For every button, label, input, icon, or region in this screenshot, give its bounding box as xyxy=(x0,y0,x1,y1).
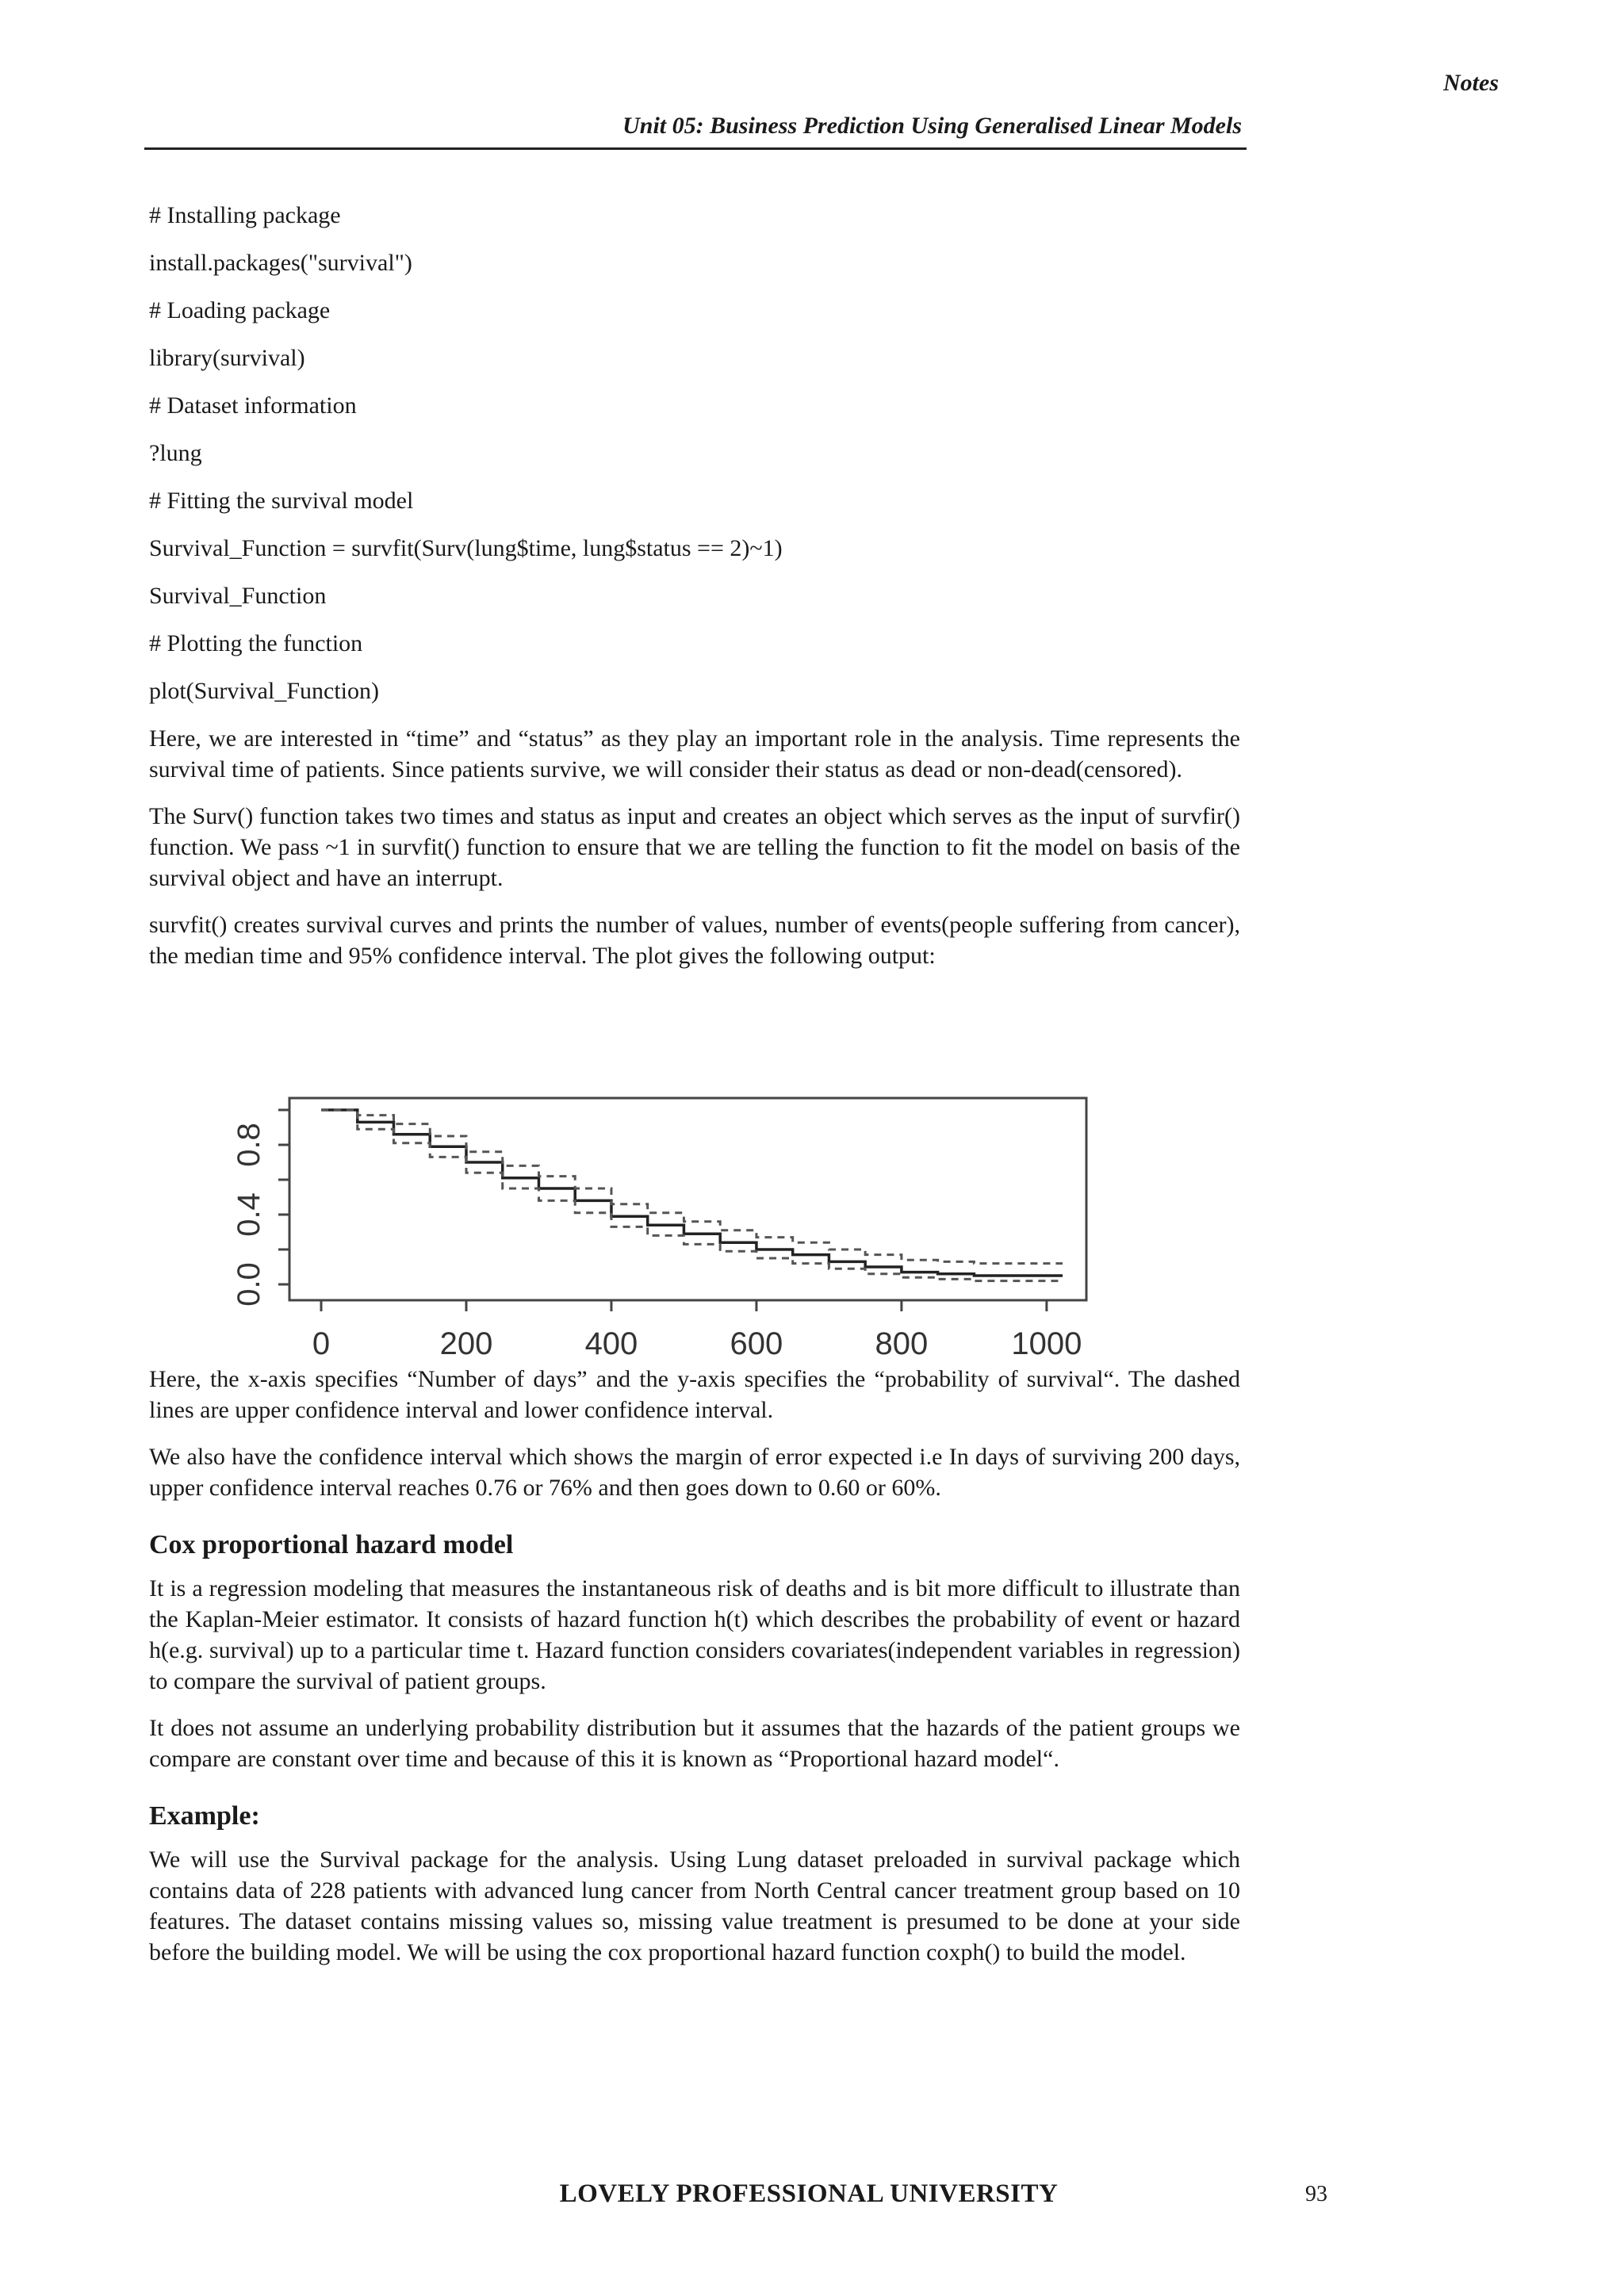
paragraph-time-status: Here, we are interested in “time” and “status” as they play an important role in the analysis. Time represents the survival time of patients. Since patients survive, we will consider their status as dead or non-dead(censored). xyxy=(149,725,1240,783)
paragraph-cox-definition: It is a regression modeling that measures the instantaneous risk of deaths and is bit more difficult to illustrate than the Kaplan-Meier estimator. It consists of hazard function h(t) which describes the probability of event or hazard h(e.g. survival) up to a particular time t. Hazard function considers covariates(independent variables in regression) to compare the survival of patient groups. xyxy=(149,1575,1240,1694)
upper-ci-line xyxy=(321,1110,1063,1264)
page-number: 93 xyxy=(1305,2182,1327,2206)
heading-cox-model: Cox proportional hazard model xyxy=(149,1530,514,1559)
code-line: install.packages("survival") xyxy=(149,250,412,276)
x-tick-label: 1000 xyxy=(1011,1326,1082,1361)
plot-frame xyxy=(289,1098,1086,1300)
paragraph-survfit-output: survfit() creates survival curves and prints the number of values, number of events(people suffering from cancer), the median time and 95% confidence interval. The plot gives the following output: xyxy=(149,912,1240,969)
x-tick-label: 800 xyxy=(875,1326,929,1361)
code-line: # Fitting the survival model xyxy=(149,488,414,514)
survival-chart xyxy=(190,1074,1102,1383)
code-line: # Loading package xyxy=(149,297,331,323)
code-line: ?lung xyxy=(149,440,202,466)
code-line: # Installing package xyxy=(149,202,341,228)
y-tick-label: 0.0 xyxy=(232,1262,266,1307)
code-line: library(survival) xyxy=(149,345,305,371)
x-tick-label: 0 xyxy=(312,1326,331,1361)
running-header-title: Unit 05: Business Prediction Using Generalised Linear Models xyxy=(622,113,1242,139)
code-line: Survival_Function = survfit(Surv(lung$time, lung$status == 2)~1) xyxy=(149,535,783,561)
x-tick-label: 200 xyxy=(439,1326,493,1361)
y-tick-label: 0.4 xyxy=(232,1192,266,1237)
lower-ci-line xyxy=(321,1110,1063,1281)
code-line: # Dataset information xyxy=(149,392,357,419)
paragraph-surv-function: The Surv() function takes two times and status as input and creates an object which serves as the input of survfir() function. We pass ~1 in survfit() function to ensure that we are telling the function to fit the model on basis of the survival object and have an interrupt. xyxy=(149,803,1240,891)
footer-university: LOVELY PROFESSIONAL UNIVERSITY xyxy=(559,2179,1059,2208)
y-tick-label: 0.8 xyxy=(232,1123,266,1167)
survival-chart-svg xyxy=(190,1074,1102,1383)
header-rule xyxy=(144,147,1247,150)
paragraph-axes-description: Here, the x-axis specifies “Number of days” and the y-axis specifies the “probability of survival“. The dashed lines are upper confidence interval and lower confidence interval. xyxy=(149,1366,1240,1423)
paragraph-example: We will use the Survival package for the analysis. Using Lung dataset preloaded in survival package which contains data of 228 patients with advanced lung cancer from North Central cancer treatment group based on 10 features. The dataset contains missing values so, missing value treatment is presumed to be done at your side before the building model. We will be using the cox proportional hazard function coxph() to build the model. xyxy=(149,1846,1240,1965)
x-tick-label: 600 xyxy=(730,1326,783,1361)
code-line: Survival_Function xyxy=(149,583,327,609)
margin-notes-label: Notes xyxy=(1443,70,1499,96)
code-line: plot(Survival_Function) xyxy=(149,678,379,704)
heading-example: Example: xyxy=(149,1801,260,1831)
code-block xyxy=(149,200,1240,707)
survival-line xyxy=(321,1110,1063,1276)
paragraph-confidence-interval: We also have the confidence interval which shows the margin of error expected i.e In days of surviving 200 days, upper confidence interval reaches 0.76 or 76% and then goes down to 0.60 or 60%. xyxy=(149,1444,1240,1501)
x-tick-label: 400 xyxy=(584,1326,638,1361)
paragraph-cox-assumption: It does not assume an underlying probability distribution but it assumes that the hazards of the patient groups we compare are constant over time and because of this it is known as “Proportional hazard model“. xyxy=(149,1715,1240,1772)
code-line: # Plotting the function xyxy=(149,630,363,656)
